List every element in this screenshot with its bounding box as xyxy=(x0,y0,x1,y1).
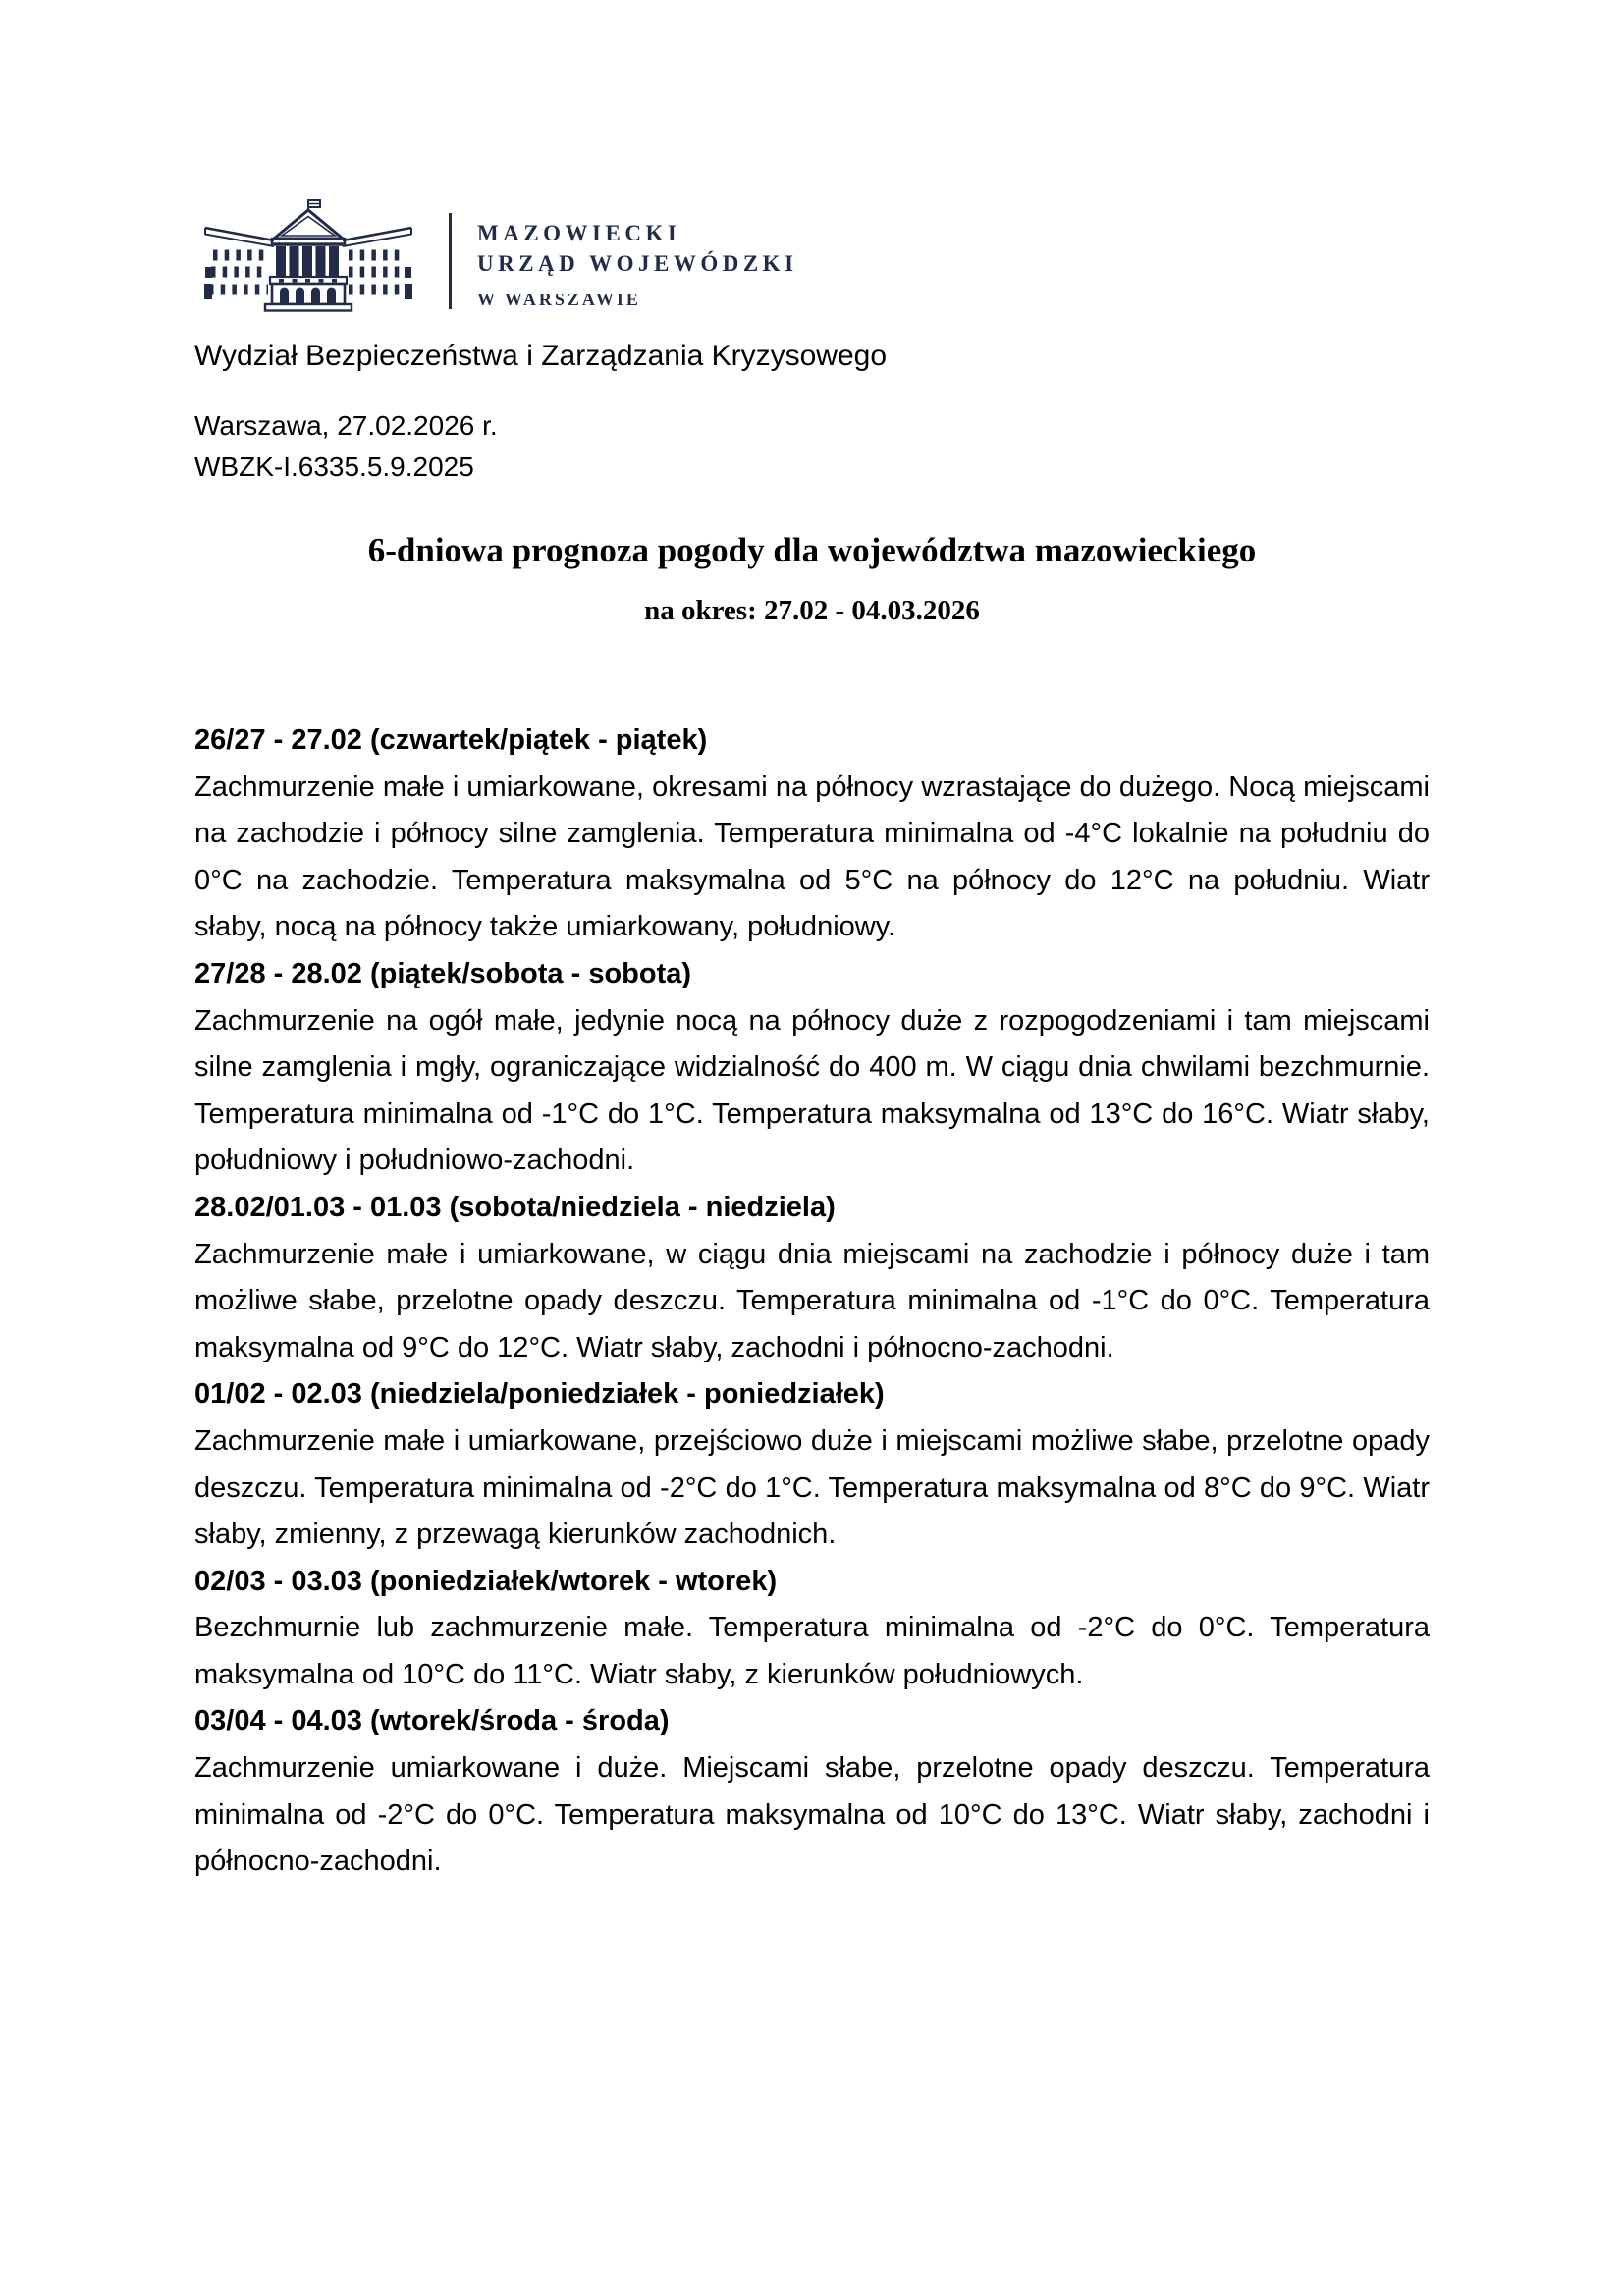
place-and-date: Warszawa, 27.02.2026 r. xyxy=(194,410,498,441)
forecast-section xyxy=(194,1559,1430,1699)
document-title: 6-dniowa prognoza pogody dla województwa mazowieckiego xyxy=(367,531,1257,569)
forecast-text: Zachmurzenie umiarkowane i duże. Miejscami słabe, przelotne opady deszczu. Temperatura minimalna od -2°C do 0°C. Temperatura maksymalna od 10°C do 13°C. Wiatr słaby, zachodni i północno-zachodni. xyxy=(194,1752,1430,1878)
forecast-section xyxy=(194,951,1430,1185)
forecast-content xyxy=(194,718,1430,1886)
forecast-text: Bezchmurnie lub zachmurzenie małe. Temperatura minimalna od -2°C do 0°C. Temperatura maksymalna od 10°C do 11°C. Wiatr słaby, z kierunków południowych. xyxy=(194,1612,1430,1690)
forecast-period: na okres: 27.02 - 04.03.2026 xyxy=(644,595,980,626)
forecast-text: Zachmurzenie małe i umiarkowane, w ciągu dnia miejscami na zachodzie i północy duże i tam możliwe słabe, przelotne opady deszczu. Temperatura minimalna od -1°C do 0°C. Temperatura maksymalna od 9°C do 12°C. Wiatr słaby, zachodni i północno-zachodni. xyxy=(194,1238,1430,1363)
org-name-line3: W WARSZAWIE xyxy=(477,290,641,309)
forecast-day-heading: 01/02 - 02.03 (niedziela/poniedziałek - poniedziałek) xyxy=(194,1378,885,1411)
forecast-day-heading: 02/03 - 03.03 (poniedziałek/wtorek - wtorek) xyxy=(194,1565,778,1597)
forecast-day-heading: 03/04 - 04.03 (wtorek/środa - środa) xyxy=(194,1705,670,1737)
forecast-section xyxy=(194,1698,1430,1885)
forecast-day-heading: 27/28 - 28.02 (piątek/sobota - sobota) xyxy=(194,957,692,989)
forecast-section xyxy=(194,1185,1430,1371)
reference-number: WBZK-I.6335.5.9.2025 xyxy=(194,452,474,482)
org-name xyxy=(477,218,798,311)
forecast-section xyxy=(194,718,1430,951)
logo-divider xyxy=(449,213,452,309)
org-name-line2: URZĄD WOJEWÓDZKI xyxy=(477,251,798,276)
government-building-icon xyxy=(196,199,420,315)
forecast-text: Zachmurzenie małe i umiarkowane, okresami na północy wzrastające do dużego. Nocą miejscami na zachodzie i północy silne zamglenia. Temperatura minimalna od -4°C lokalnie na południu do 0°C na zachodzie. Temperatura maksymalna od 5°C na północy do 12°C na południu. Wiatr słaby, nocą na północy także umiarkowany, południowy. xyxy=(194,771,1430,943)
forecast-text: Zachmurzenie na ogół małe, jedynie nocą na północy duże z rozpogodzeniami i tam miejscami silne zamglenia i mgły, ograniczające widzialność do 400 m. W ciągu dnia chwilami bezchmurnie. Temperatura minimalna od -1°C do 1°C. Temperatura maksymalna od 13°C do 16°C. Wiatr słaby, południowy i południowo-zachodni. xyxy=(194,1004,1430,1177)
forecast-day-heading: 26/27 - 27.02 (czwartek/piątek - piątek) xyxy=(194,724,708,756)
forecast-text: Zachmurzenie małe i umiarkowane, przejściowo duże i miejscami możliwe słabe, przelotne opady deszczu. Temperatura minimalna od -2°C do 1°C. Temperatura maksymalna od 8°C do 9°C. Wiatr słaby, zmienny, z przewagą kierunków zachodnich. xyxy=(194,1424,1430,1551)
forecast-day-heading: 28.02/01.03 - 01.03 (sobota/niedziela - niedziela) xyxy=(194,1191,836,1223)
forecast-section xyxy=(194,1371,1430,1558)
org-name-line1: MAZOWIECKI xyxy=(477,221,681,245)
department-name: Wydział Bezpieczeństwa i Zarządzania Kryzysowego xyxy=(194,340,888,372)
